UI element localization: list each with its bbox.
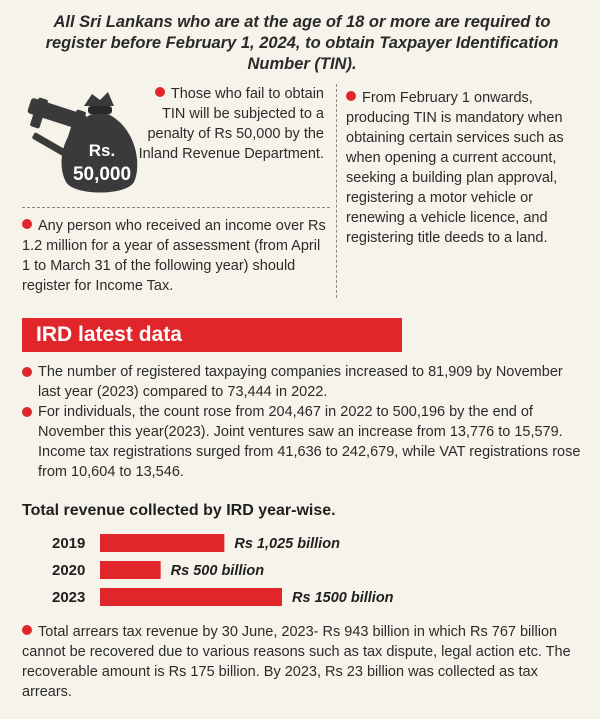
ird-item-individuals-text: For individuals, the count rose from 204,467 in 2022 to 500,196 by the end of November this year(2023). Joint ventures saw an increase from 13,776 to 15,579. Income tax registrations surged from 41,636 to 242,679, while VAT registrations rose from 10,604 to 13,546.: [38, 404, 581, 480]
arrears-note-text: Total arrears tax revenue by 30 June, 2023- Rs 943 billion in which Rs 767 billion cannot be recovered due to various reasons such as tax dispute, legal action etc. The recoverable amount is Rs 175 billion. By 2023, Rs 23 billion was collected as tax arrears.: [22, 624, 571, 700]
money-bag-gavel-icon: [22, 84, 140, 202]
penalty-text: [130, 84, 324, 164]
arrears-note: [22, 622, 582, 702]
bar-value-label-2023: Rs 1500 billion: [292, 590, 394, 606]
chart-title: Total revenue collected by IRD year-wise.: [22, 502, 336, 519]
ird-data-list: [22, 362, 582, 482]
money-bag-label-amount: 50,000: [72, 164, 132, 185]
bar-2019: [100, 534, 224, 552]
bar-value-label-2019: Rs 1,025 billion: [234, 536, 340, 552]
penalty-block: [22, 84, 322, 206]
bullet-dot: [22, 407, 32, 417]
bar-2020: [100, 561, 161, 579]
bar-value-label-2020: Rs 500 billion: [170, 563, 265, 579]
ird-item-companies: [22, 362, 582, 402]
ird-item-companies-text: The number of registered taxpaying companies increased to 81,909 by November last year (2023) compared to 73,444 in 2022.: [38, 364, 563, 400]
penalty-text-content: Those who fail to obtain TIN will be subjected to a penalty of Rs 50,000 by the Inland Revenue Department.: [138, 86, 324, 162]
tin-mandatory-note: [346, 88, 580, 248]
headline: All Sri Lankans who are at the age of 18 or more are required to register before February 1, 2024, to obtain Taxpayer Identification Number (TIN).: [45, 13, 559, 73]
tin-mandatory-note-text: From February 1 onwards, producing TIN is mandatory when obtaining certain services such as when opening a current account, seeking a building plan approval, registering a motor vehicle or renewing a vehicle licence, and registering title deeds to a land.: [346, 90, 564, 246]
bar-category-label-2019: 2019: [52, 535, 86, 552]
bar-category-label-2020: 2020: [52, 562, 86, 579]
income-tax-note: [22, 216, 328, 296]
ird-heading: IRD latest data: [22, 318, 402, 352]
bullet-dot: [346, 91, 356, 101]
bullet-dot: [155, 87, 165, 97]
ird-item-individuals: [22, 402, 582, 482]
bullet-dot: [22, 625, 32, 635]
bullet-dot: [22, 219, 32, 229]
bar-2023: [100, 588, 282, 606]
money-bag-label-rs: Rs.: [88, 141, 116, 160]
bar-category-label-2023: 2023: [52, 589, 86, 606]
penalty-section: [22, 84, 322, 206]
income-tax-note-text: Any person who received an income over Rs 1.2 million for a year of assessment (from April 1 to March 31 of the following year) should register for Income Tax.: [22, 218, 326, 294]
bullet-dot: [22, 367, 32, 377]
section-divider-vertical: [336, 84, 337, 298]
section-divider-horizontal: [22, 207, 330, 208]
revenue-bar-chart: [0, 528, 600, 618]
